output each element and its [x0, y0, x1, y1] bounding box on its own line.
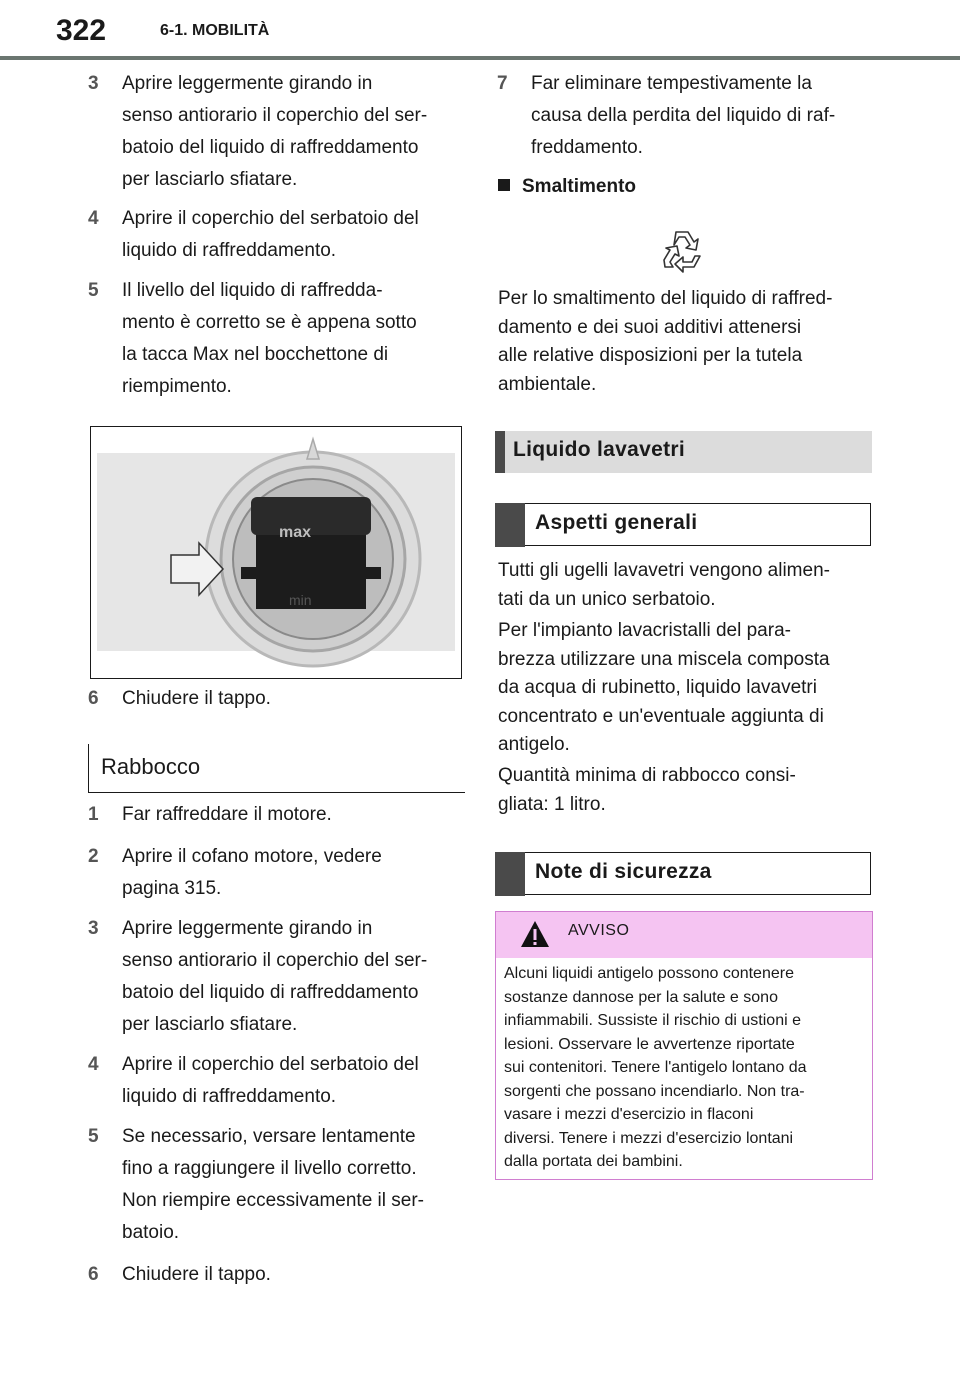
disposal-heading-text: Smaltimento	[522, 176, 637, 197]
safety-heading	[495, 852, 871, 895]
step-text: Aprire leggermente girando in senso antiorario il coperchio del ser- batoio del liquido di raffreddamento per lasciarlo sfiatare.	[122, 918, 428, 1035]
recycle-icon	[656, 226, 708, 276]
disposal-text: Per lo smaltimento del liquido di raffred- damento e dei suoi additivi attenersi alle relative disposizioni per la tutela ambientale.	[498, 288, 833, 395]
general-paragraph-1: Tutti gli ugelli lavavetri vengono alimen- tati da un unico serbatoio.	[498, 560, 830, 610]
warning-title: AVVISO	[568, 922, 630, 939]
step-number: 4	[88, 208, 99, 229]
warning-box	[495, 911, 873, 1180]
disposal-heading	[498, 176, 636, 198]
max-label: max	[279, 524, 312, 541]
step-text: Chiudere il tappo.	[122, 1264, 271, 1285]
washer-fluid-heading	[495, 431, 872, 473]
step-number: 5	[88, 1126, 99, 1147]
step-number: 6	[88, 688, 99, 709]
heading-bar	[495, 852, 525, 896]
step-number: 3	[88, 73, 99, 94]
warning-triangle-icon	[520, 920, 550, 948]
step-text: Chiudere il tappo.	[122, 688, 271, 709]
coolant-cap-figure	[90, 426, 462, 679]
step-number: 4	[88, 1054, 99, 1075]
step-text: Far eliminare tempestivamente la causa della perdita del liquido di raf- freddamento.	[531, 73, 836, 158]
square-bullet-icon	[498, 179, 510, 191]
step-text: Aprire il coperchio del serbatoio del liquido di raffreddamento.	[122, 208, 419, 261]
general-heading-text: Aspetti generali	[535, 511, 698, 534]
subsection-title: Rabbocco	[101, 754, 201, 779]
step-number: 7	[497, 73, 508, 94]
page-number: 322	[56, 14, 107, 47]
safety-heading-text: Note di sicurezza	[535, 860, 712, 883]
step-text: Far raffreddare il motore.	[122, 804, 332, 825]
warning-header	[496, 912, 872, 958]
step-number: 5	[88, 280, 99, 301]
min-label: min	[289, 592, 312, 608]
step-text: Aprire leggermente girando in senso antiorario il coperchio del ser- batoio del liquido di raffreddamento per lasciarlo sfiatare.	[122, 73, 428, 190]
step-number: 3	[88, 918, 99, 939]
section-title: 6-1. MOBILITÀ	[160, 22, 270, 39]
step-number: 2	[88, 846, 99, 867]
washer-fluid-heading-text: Liquido lavavetri	[513, 438, 685, 461]
step-text: Aprire il coperchio del serbatoio del liquido di raffreddamento.	[122, 1054, 419, 1107]
step-text: Aprire il cofano motore, vedere pagina 315.	[122, 846, 382, 899]
step-text: Il livello del liquido di raffredda- mento è corretto se è appena sotto la tacca Max nel bocchettone di riempimento.	[122, 280, 417, 397]
general-paragraph-3: Quantità minima di rabbocco consi- gliata: 1 litro.	[498, 765, 796, 815]
subsection-heading	[88, 744, 465, 793]
header-rule	[0, 56, 960, 60]
general-paragraph-2: Per l'impianto lavacristalli del para- brezza utilizzare una miscela composta da acqua di rubinetto, liquido lavavetri concentrato e un'eventuale aggiunta di antigelo.	[498, 620, 830, 755]
general-heading	[495, 503, 871, 546]
warning-text: Alcuni liquidi antigelo possono contenere sostanze dannose per la salute e sono infiammabili. Sussiste il rischio di ustioni e lesioni. Osservare le avvertenze riportate sui contenitori. Tenere l'antigelo lontano da sorgenti che possano incendiarlo. Non tra- vasare i mezzi d'esercizio in flaconi diversi. Tenere i mezzi d'esercizio lontani dalla portata dei bambini.	[504, 965, 807, 1170]
coolant-cap-illustration	[91, 427, 461, 678]
step-number: 1	[88, 804, 99, 825]
heading-bar	[495, 431, 505, 473]
heading-bar	[495, 503, 525, 547]
step-number: 6	[88, 1264, 99, 1285]
step-text: Se necessario, versare lentamente fino a raggiungere il livello corretto. Non riempire eccessivamente il ser- batoio.	[122, 1126, 424, 1243]
